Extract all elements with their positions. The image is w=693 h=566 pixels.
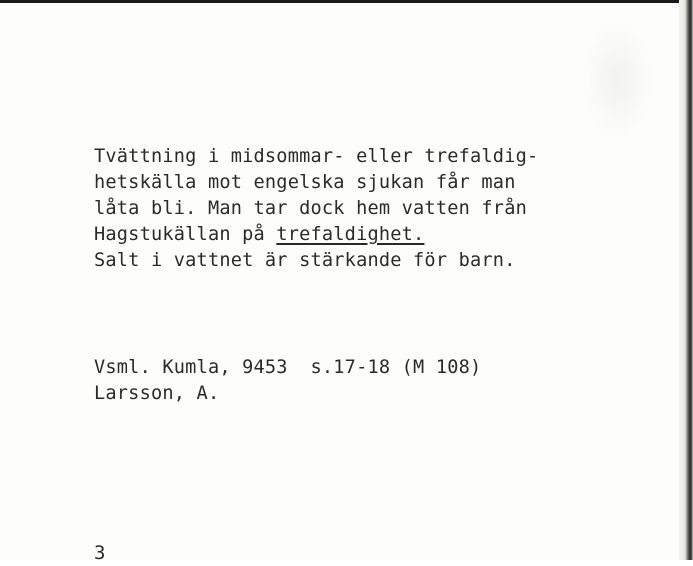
body-line-1: Tvättning i midsommar- eller trefaldig- xyxy=(94,146,539,167)
card-top-edge xyxy=(0,0,693,3)
body-line-5: Salt i vattnet är stärkande för barn. xyxy=(94,250,516,271)
underlined-word: trefaldighet. xyxy=(276,224,425,245)
body-line-2: hetskälla mot engelska sjukan får man xyxy=(94,172,516,193)
page-number: 3 xyxy=(94,542,106,564)
body-line-3: låta bli. Man tar dock hem vatten från xyxy=(94,198,527,219)
card-right-edge xyxy=(679,0,693,560)
reference-line-2: Larsson, A. xyxy=(94,383,220,404)
reference-line-1: Vsml. Kumla, 9453 s.17-18 (M 108) xyxy=(94,357,482,378)
body-line-4-text: Hagstukällan på xyxy=(94,224,277,245)
paper-smudge xyxy=(583,20,653,140)
body-line-4 xyxy=(94,222,424,248)
